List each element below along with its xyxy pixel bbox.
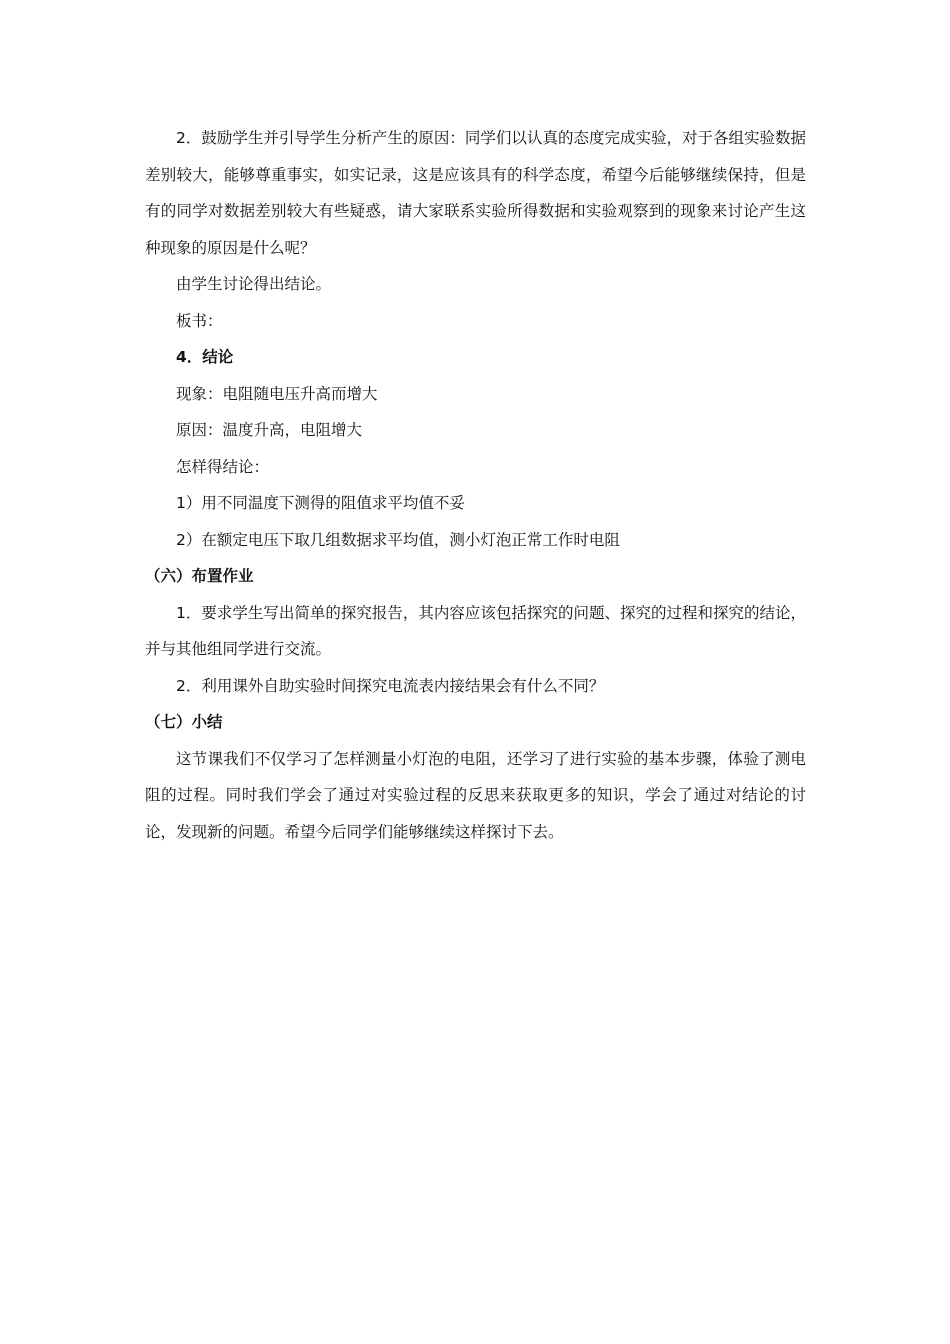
conclusion-phenomenon: 现象：电阻随电压升高而增大	[176, 384, 378, 403]
conclusion-how: 怎样得结论：	[176, 457, 270, 476]
homework-item-2: 2．利用课外自助实验时间探究电流表内接结果会有什么不同？	[176, 676, 605, 695]
paragraph-encourage-analysis: 2．鼓励学生并引导学生分析产生的原因：同学们以认真的态度完成实验，对于各组实验数据差别较大，能够尊重事实，如实记录，这是应该具有的科学态度，希望今后能够继续保持，但是有的同学对数据差别较大有些疑惑，请大家联系实验所得数据和实验观察到的现象来讨论产生这种现象的原因是什么呢？	[145, 129, 806, 257]
paragraph-student-discussion: 由学生讨论得出结论。	[176, 275, 332, 293]
document-page	[145, 120, 806, 850]
heading-summary: （七）小结	[145, 713, 223, 731]
paragraph-blackboard: 板书：	[176, 311, 223, 330]
conclusion-point-1: 1）用不同温度下测得的阻值求平均值不妥	[176, 494, 465, 512]
summary-paragraph: 这节课我们不仅学习了怎样测量小灯泡的电阻，还学习了进行实验的基本步骤，体验了测电阻的过程。同时我们学会了通过对实验过程的反思来获取更多的知识，学会了通过对结论的讨论，发现新的问题。希望今后同学们能够继续这样探讨下去。	[145, 749, 806, 841]
homework-item-1: 1．要求学生写出简单的探究报告，其内容应该包括探究的问题、探究的过程和探究的结论，并与其他组同学进行交流。	[145, 603, 806, 658]
heading-homework: （六）布置作业	[145, 567, 254, 585]
conclusion-reason: 原因：温度升高，电阻增大	[176, 421, 363, 439]
conclusion-point-2: 2）在额定电压下取几组数据求平均值，测小灯泡正常工作时电阻	[176, 530, 620, 549]
section-conclusion-title: 4．结论	[176, 348, 234, 366]
